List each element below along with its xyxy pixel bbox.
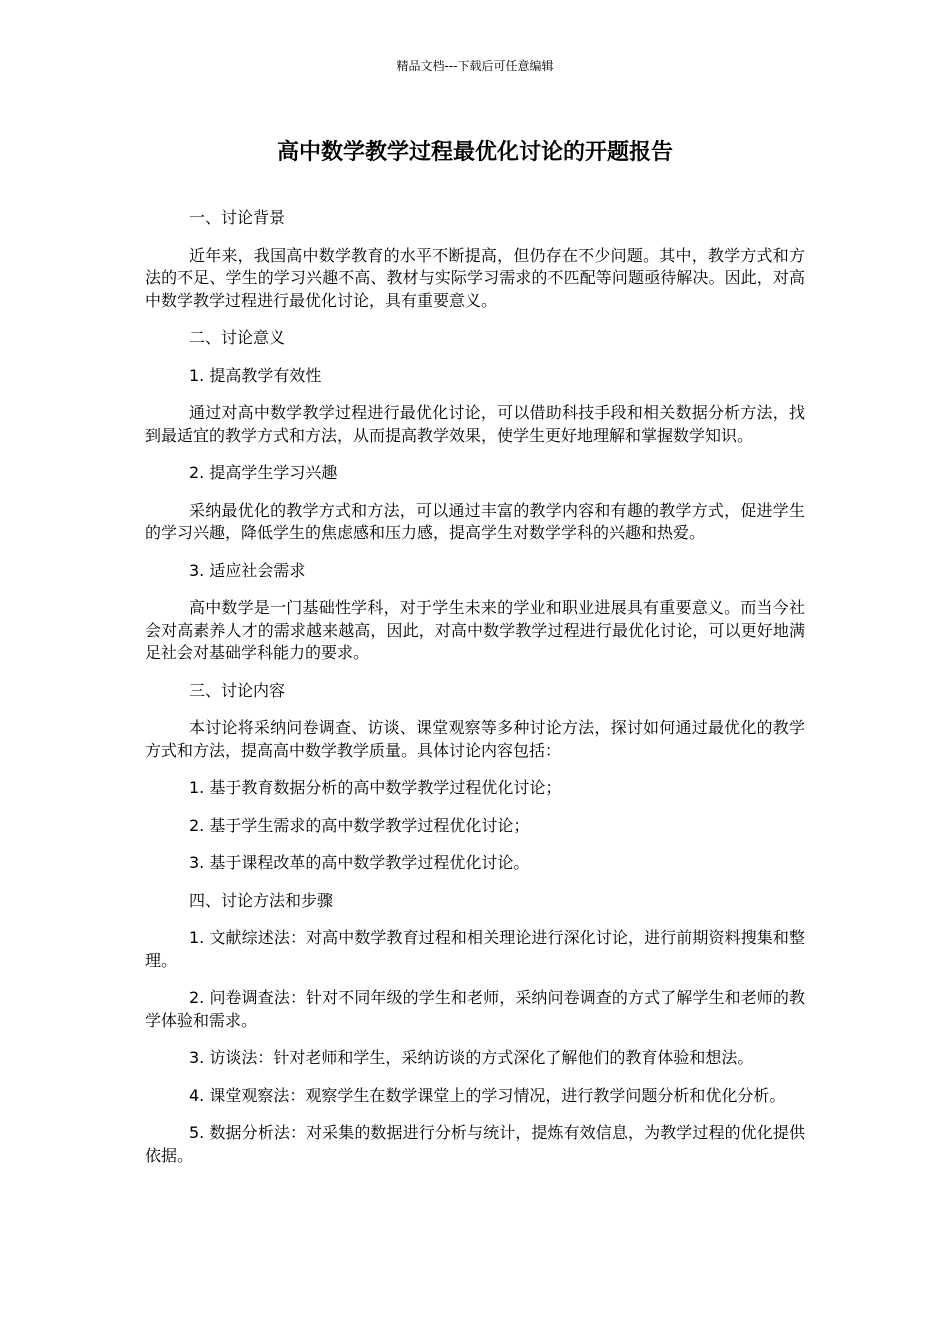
subheading-interest: 2. 提高学生学习兴趣 — [189, 463, 338, 482]
section-heading-methods: 四、讨论方法和步骤 — [189, 890, 334, 910]
method-item-3: 3. 访谈法：针对老师和学生，采纳访谈的方式深化了解他们的教育体验和想法。 — [189, 1048, 754, 1067]
content-item-3: 3. 基于课程改革的高中数学教学过程优化讨论。 — [189, 853, 530, 872]
content-item-2: 2. 基于学生需求的高中数学教学过程优化讨论； — [189, 815, 530, 835]
subheading-social-needs: 3. 适应社会需求 — [189, 560, 306, 580]
content-item-1: 1. 基于教育数据分析的高中数学教学过程优化讨论； — [189, 778, 562, 797]
section-heading-significance: 二、讨论意义 — [189, 328, 286, 347]
method-item-1: 1. 文献综述法：对高中数学教育过程和相关理论进行深化讨论，进行前期资料搜集和整理。 — [145, 928, 805, 970]
document-title: 高中数学教学过程最优化讨论的开题报告 — [276, 140, 673, 165]
method-item-2: 2. 问卷调查法：针对不同年级的学生和老师，采纳问卷调查的方式了解学生和老师的教学体验和需求。 — [145, 988, 805, 1030]
paragraph-effectiveness: 通过对高中数学教学过程进行最优化讨论，可以借助科技手段和相关数据分析方法，找到最适宜的教学方式和方法，从而提高教学效果，使学生更好地理解和掌握数学知识。 — [145, 403, 805, 445]
subheading-effectiveness: 1. 提高教学有效性 — [189, 365, 322, 385]
document-body — [145, 207, 805, 1182]
method-item-5: 5. 数据分析法：对采集的数据进行分析与统计，提炼有效信息，为教学过程的优化提供依据。 — [145, 1123, 805, 1165]
paragraph-content: 本讨论将采纳问卷调查、访谈、课堂观察等多种讨论方法，探讨如何通过最优化的教学方式和方法，提高高中数学教学质量。具体讨论内容包括： — [145, 718, 805, 760]
section-heading-content: 三、讨论内容 — [189, 680, 286, 700]
method-item-4: 4. 课堂观察法：观察学生在数学课堂上的学习情况，进行教学问题分析和优化分析。 — [189, 1085, 786, 1105]
paragraph-background: 近年来，我国高中数学教育的水平不断提高，但仍存在不少问题。其中，教学方式和方法的不足、学生的学习兴趣不高、教材与实际学习需求的不匹配等问题亟待解决。因此，对高中数学教学过程进行最优化讨论，具有重要意义。 — [145, 245, 805, 310]
section-heading-background: 一、讨论背景 — [189, 208, 286, 227]
paragraph-social-needs: 高中数学是一门基础性学科，对于学生未来的学业和职业进展具有重要意义。而当今社会对高素养人才的需求越来越高，因此，对高中数学教学过程进行最优化讨论，可以更好地满足社会对基础学科能力的要求。 — [145, 598, 805, 662]
page-header: 精品文档---下载后可任意编辑 — [396, 59, 554, 73]
paragraph-interest: 采纳最优化的教学方式和方法，可以通过丰富的教学内容和有趣的教学方式，促进学生的学习兴趣，降低学生的焦虑感和压力感，提高学生对数学学科的兴趣和热爱。 — [145, 500, 805, 542]
